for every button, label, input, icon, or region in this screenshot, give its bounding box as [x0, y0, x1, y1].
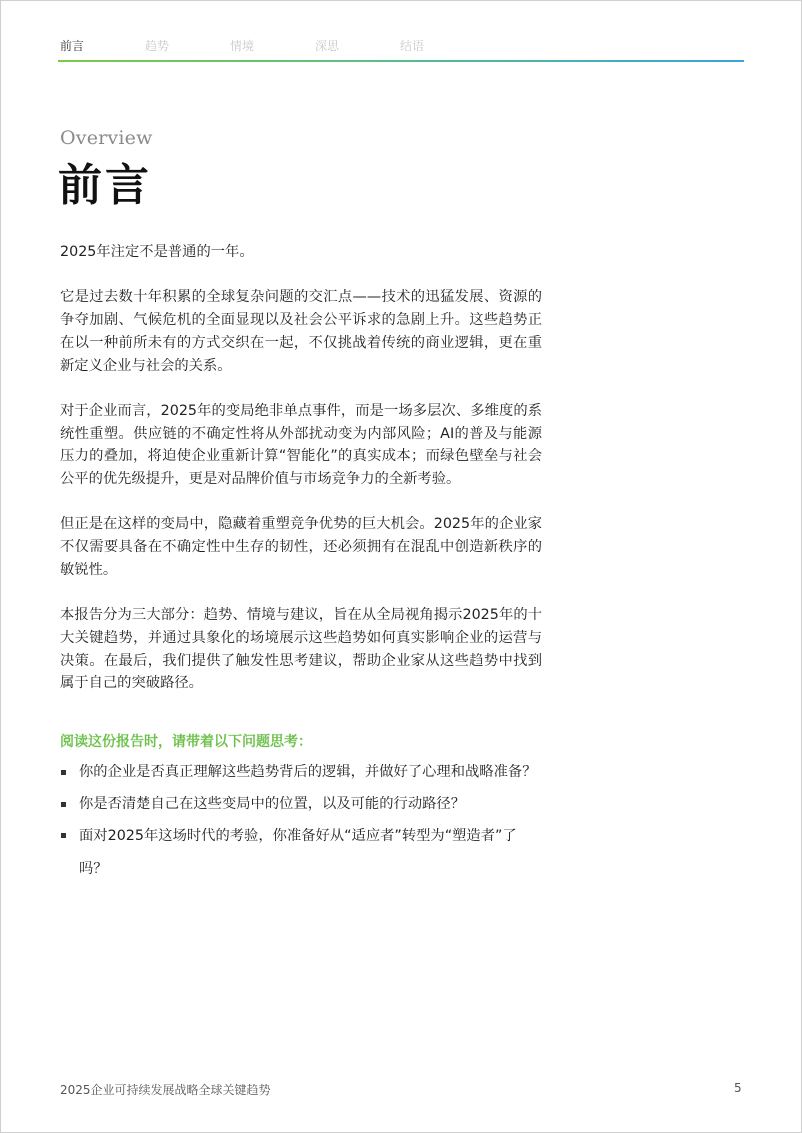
list-item [60, 793, 540, 816]
paragraph: 本报告分为三大部分：趋势、情境与建议，旨在从全局视角揭示2025年的十大关键趋势，并通过具象化的场境展示这些趋势如何真实影响企业的运营与决策。在最后，我们提供了触发性思考建议，帮助企业家从这些趋势中找到属于自己的突破路径。 [60, 607, 542, 692]
list-item-text: 面对2025年这场时代的考验，你准备好从“适应者”转型为“塑造者”了吗？ [79, 828, 517, 878]
nav-item-scenarios[interactable]: 情境 [230, 39, 255, 53]
questions-heading: 阅读这份报告时，请带着以下问题思考： [60, 734, 312, 750]
page-title: 前言 [58, 160, 152, 211]
list-item-text: 你是否清楚自己在这些变局中的位置，以及可能的行动路径？ [79, 795, 466, 812]
bullet-icon [61, 802, 66, 807]
list-item [60, 820, 540, 886]
page-number: 5 [734, 1081, 742, 1095]
nav-item-preface[interactable]: 前言 [60, 39, 85, 53]
bullet-icon [61, 770, 66, 775]
paragraph: 但正是在这样的变局中，隐藏着重塑竞争优势的巨大机会。2025年的企业家不仅需要具备在不确定性中生存的韧性，还必须拥有在混乱中创造新秩序的敏锐性。 [60, 516, 542, 578]
list-item [60, 761, 540, 784]
questions-list [60, 761, 540, 895]
footer-report-title: 2025企业可持续发展战略全球关键趋势 [60, 1083, 271, 1097]
bullet-icon [61, 833, 66, 838]
section-nav [60, 37, 485, 54]
nav-item-conclusion[interactable]: 结语 [400, 39, 425, 53]
nav-item-trends[interactable]: 趋势 [145, 39, 170, 53]
paragraph: 它是过去数十年积累的全球复杂问题的交汇点——技术的迅猛发展、资源的争夺加剧、气候危机的全面显现以及社会公平诉求的急剧上升。这些趋势正在以一种前所未有的方式交织在一起，不仅挑战着传统的商业逻辑，更在重新定义企业与社会的关系。 [60, 289, 542, 374]
paragraph: 2025年注定不是普通的一年。 [60, 244, 254, 260]
nav-item-reflections[interactable]: 深思 [315, 39, 340, 53]
list-item-text: 你的企业是否真正理解这些趋势背后的逻辑，并做好了心理和战略准备？ [79, 764, 537, 780]
section-eyebrow: Overview [60, 127, 153, 149]
body-text [60, 241, 542, 718]
paragraph: 对于企业而言，2025年的变局绝非单点事件，而是一场多层次、多维度的系统性重塑。供应链的不确定性将从外部扰动变为内部风险；AI的普及与能源压力的叠加，将迫使企业重新计算“智能化”的真实成本；而绿色壁垒与社会公平的优先级提升，更是对品牌价值与市场竞争力的全新考验。 [60, 402, 542, 487]
nav-divider [58, 60, 744, 62]
